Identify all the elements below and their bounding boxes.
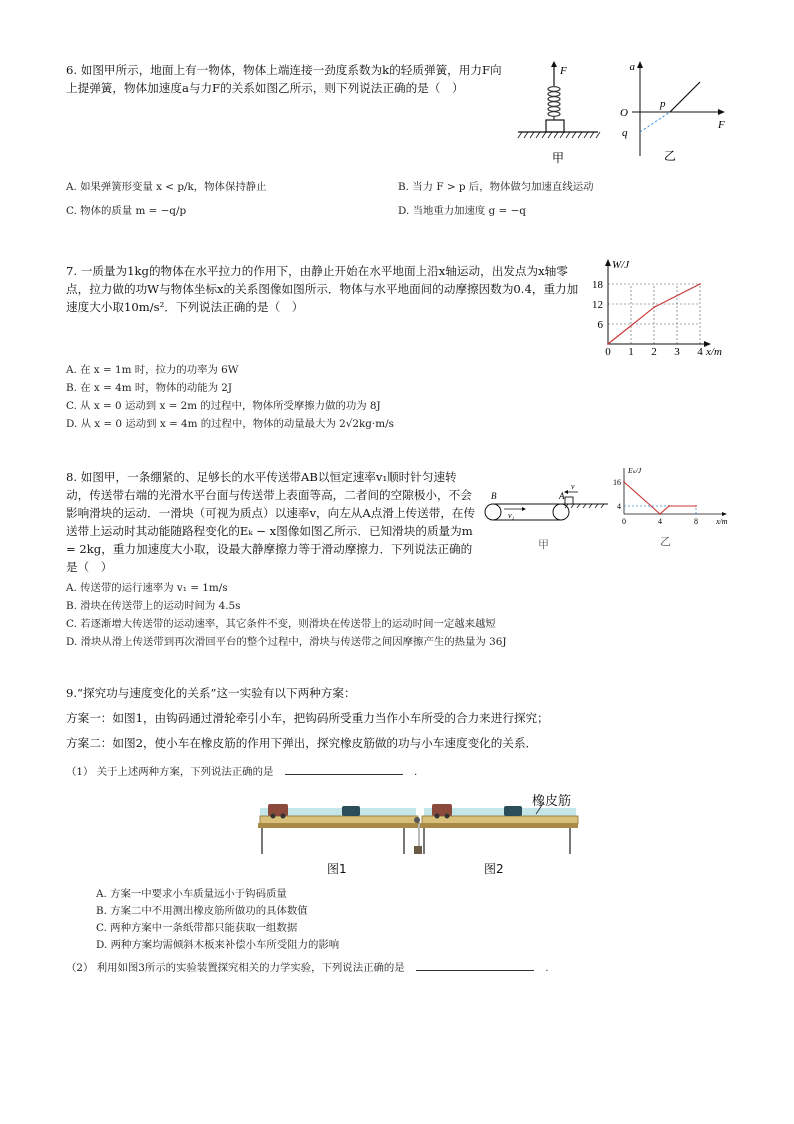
q9-option-c[interactable]: C. 两种方案中一条纸带都只能获取一组数据: [96, 922, 298, 934]
y-tick-label: 18: [592, 279, 603, 291]
intercept-q-label: q: [622, 127, 628, 139]
series-line: [624, 482, 696, 514]
q9-sub2-answer-blank[interactable]: [416, 960, 534, 971]
intercept-p-label: p: [660, 98, 666, 110]
q9-sub2-period: .: [545, 962, 549, 974]
q6-option-d[interactable]: D. 当地重力加速度 g = −q: [398, 205, 526, 217]
q6-option-b[interactable]: B. 当力 F > p 后，物体做匀加速直线运动: [398, 181, 594, 193]
q9-sub1: [66, 764, 417, 780]
data-point: [653, 306, 655, 308]
x-axis-label: x/m: [716, 517, 728, 526]
y-axis-label: Eₖ/J: [628, 466, 642, 475]
q9-sub2-text: 利用如图3所示的实验装置探究相关的力学实验，下列说法正确的是: [96, 962, 405, 974]
y-tick-label: 4: [617, 502, 621, 511]
q6-option-a[interactable]: A. 如果弹簧形变量 x < p/k，物体保持静止: [66, 181, 267, 193]
q6-option-c[interactable]: C. 物体的质量 m = −q/p: [66, 205, 187, 217]
data-point: [699, 283, 701, 285]
x-tick-label: 0: [605, 346, 611, 356]
q8-option-c[interactable]: C. 若逐渐增大传送带的运动速率，其它条件不变，则滑块在传送带上的运动时间一定越来越短: [66, 618, 496, 630]
x-axis-arrow: [722, 512, 727, 516]
q7-work-chart: [588, 256, 732, 356]
data-point: [623, 481, 625, 483]
q8-ek-chart: [608, 464, 748, 554]
q7-stem: 7. 一质量为1kg的物体在水平拉力的作用下，由静止开始在水平地面上沿x轴运动，出发点为x轴零点，拉力做的功W与物体坐标x的关系图像如图所示．物体与水平地面间的动摩擦因数为0.4，重力加速度大小取10m/s²．下列说法正确的是（ ）: [66, 264, 579, 314]
figure-2-caption: 图2: [484, 862, 504, 876]
data-point: [659, 513, 661, 515]
q9-option-b[interactable]: B. 方案二中不用测出橡皮筋所做功的具体数值: [96, 905, 308, 917]
fig-caption-jia: 甲: [552, 151, 565, 165]
q9-option-a[interactable]: A. 方案一中要求小车质量远小于钩码质量: [96, 888, 287, 900]
q8-option-b[interactable]: B. 滑块在传送带上的运动时间为 4.5s: [66, 600, 241, 612]
q9-option-d[interactable]: D. 两种方案均需倾斜木板来补偿小车所受阻力的影响: [96, 939, 340, 951]
axis-a-label: a: [629, 61, 635, 73]
q8-figure-conveyor: [482, 478, 614, 556]
x-tick-label: 4: [697, 346, 703, 356]
x-tick-label: 8: [694, 517, 698, 526]
q8-option-a[interactable]: A. 传送带的运行速率为 v₁ = 1m/s: [66, 582, 228, 594]
fig-caption-yi: 乙: [660, 535, 671, 548]
y-axis-label: W/J: [612, 259, 630, 271]
figure-1-apparatus: [254, 796, 422, 864]
origin-label: O: [620, 107, 628, 119]
q9-sub1-answer-blank[interactable]: [285, 764, 403, 775]
q7-option-a[interactable]: A. 在 x = 1m 时，拉力的功率为 6W: [66, 364, 239, 376]
x-tick-label: 2: [651, 346, 657, 356]
axis-F-label: F: [718, 119, 725, 131]
x-tick-label: 1: [628, 346, 634, 356]
point-A-label: A: [559, 491, 565, 501]
fig-caption-jia: 甲: [538, 538, 549, 551]
fig-caption-yi: 乙: [664, 149, 677, 163]
data-point: [607, 343, 609, 345]
q9-sub1-number: （1）: [66, 766, 94, 778]
q9-sub2: [66, 960, 549, 976]
rubber-band-label: 橡皮筋: [532, 794, 572, 809]
force-label: F: [560, 65, 567, 77]
q6-figure-spring: [514, 60, 602, 168]
x-tick-label: 4: [658, 517, 662, 526]
q8-stem: 8. 如图甲，一条绷紧的、足够长的水平传送带AB以恒定速率v₁顺时针匀速转动，传送带右端的光滑水平台面与传送带上表面等高，二者间的空隙极小，不会影响滑块的运动．一滑块（可视为质点）以速率v，向左从A点滑上传送带，在传送带上运动时其动能随路程变化的Eₖ − x图像如图乙所示．已知滑块的质量为m = 2kg，重力加速度大小取，设最大静摩擦力等于滑动摩擦力．下列说法正确的是（ ）: [66, 470, 476, 574]
q9-sub1-period: .: [413, 766, 418, 778]
q6-figure-aF-graph: [614, 56, 744, 168]
v-label: v: [571, 482, 575, 491]
y-tick-label: 12: [592, 299, 603, 311]
x-axis-label: x/m: [706, 346, 722, 356]
q7-option-d[interactable]: D. 从 x = 0 运动到 x = 4m 的过程中，物体的动量最大为 2√2kg·m/s: [66, 418, 394, 430]
q9-sub1-text: 关于上述两种方案，下列说法正确的是: [96, 766, 274, 778]
x-tick-label: 3: [674, 346, 680, 356]
q6-stem: 6. 如图甲所示，地面上有一物体，物体上端连接一劲度系数为k的轻质弹簧，用力F向上提弹簧，物体加速度a与力F的关系如图乙所示，则下列说法正确的是（ ）: [66, 63, 502, 95]
q8-option-d[interactable]: D. 滑块从滑上传送带到再次滑回平台的整个过程中，滑块与传送带之间因摩擦产生的热量为 36J: [66, 636, 507, 648]
q9-plan2: 方案二：如图2，使小车在橡皮筋的作用下弹出，探究橡皮筋做的功与小车速度变化的关系．: [66, 736, 538, 750]
data-point: [668, 505, 670, 507]
data-point: [695, 505, 697, 507]
q9-plan1: 方案一：如图1，由钩码通过滑轮牵引小车，把钩码所受重力当作小车所受的合力来进行探究；: [66, 711, 549, 725]
x-tick-label: 0: [622, 517, 626, 526]
q9-stem: 9.“探究功与速度变化的关系”这一实验有以下两种方案：: [66, 686, 356, 700]
figure-1-caption: 图1: [327, 862, 347, 876]
y-axis-arrow: [605, 259, 611, 266]
q7-option-b[interactable]: B. 在 x = 4m 时，物体的动能为 2J: [66, 382, 233, 394]
point-B-label: B: [491, 491, 497, 501]
y-tick-label: 6: [597, 319, 603, 331]
q9-sub2-number: （2）: [66, 962, 94, 974]
y-tick-label: 16: [613, 478, 621, 487]
q7-option-c[interactable]: C. 从 x = 0 运动到 x = 2m 的过程中，物体所受摩擦力做的功为 8J: [66, 400, 381, 412]
v1-label: v₁: [508, 511, 515, 520]
